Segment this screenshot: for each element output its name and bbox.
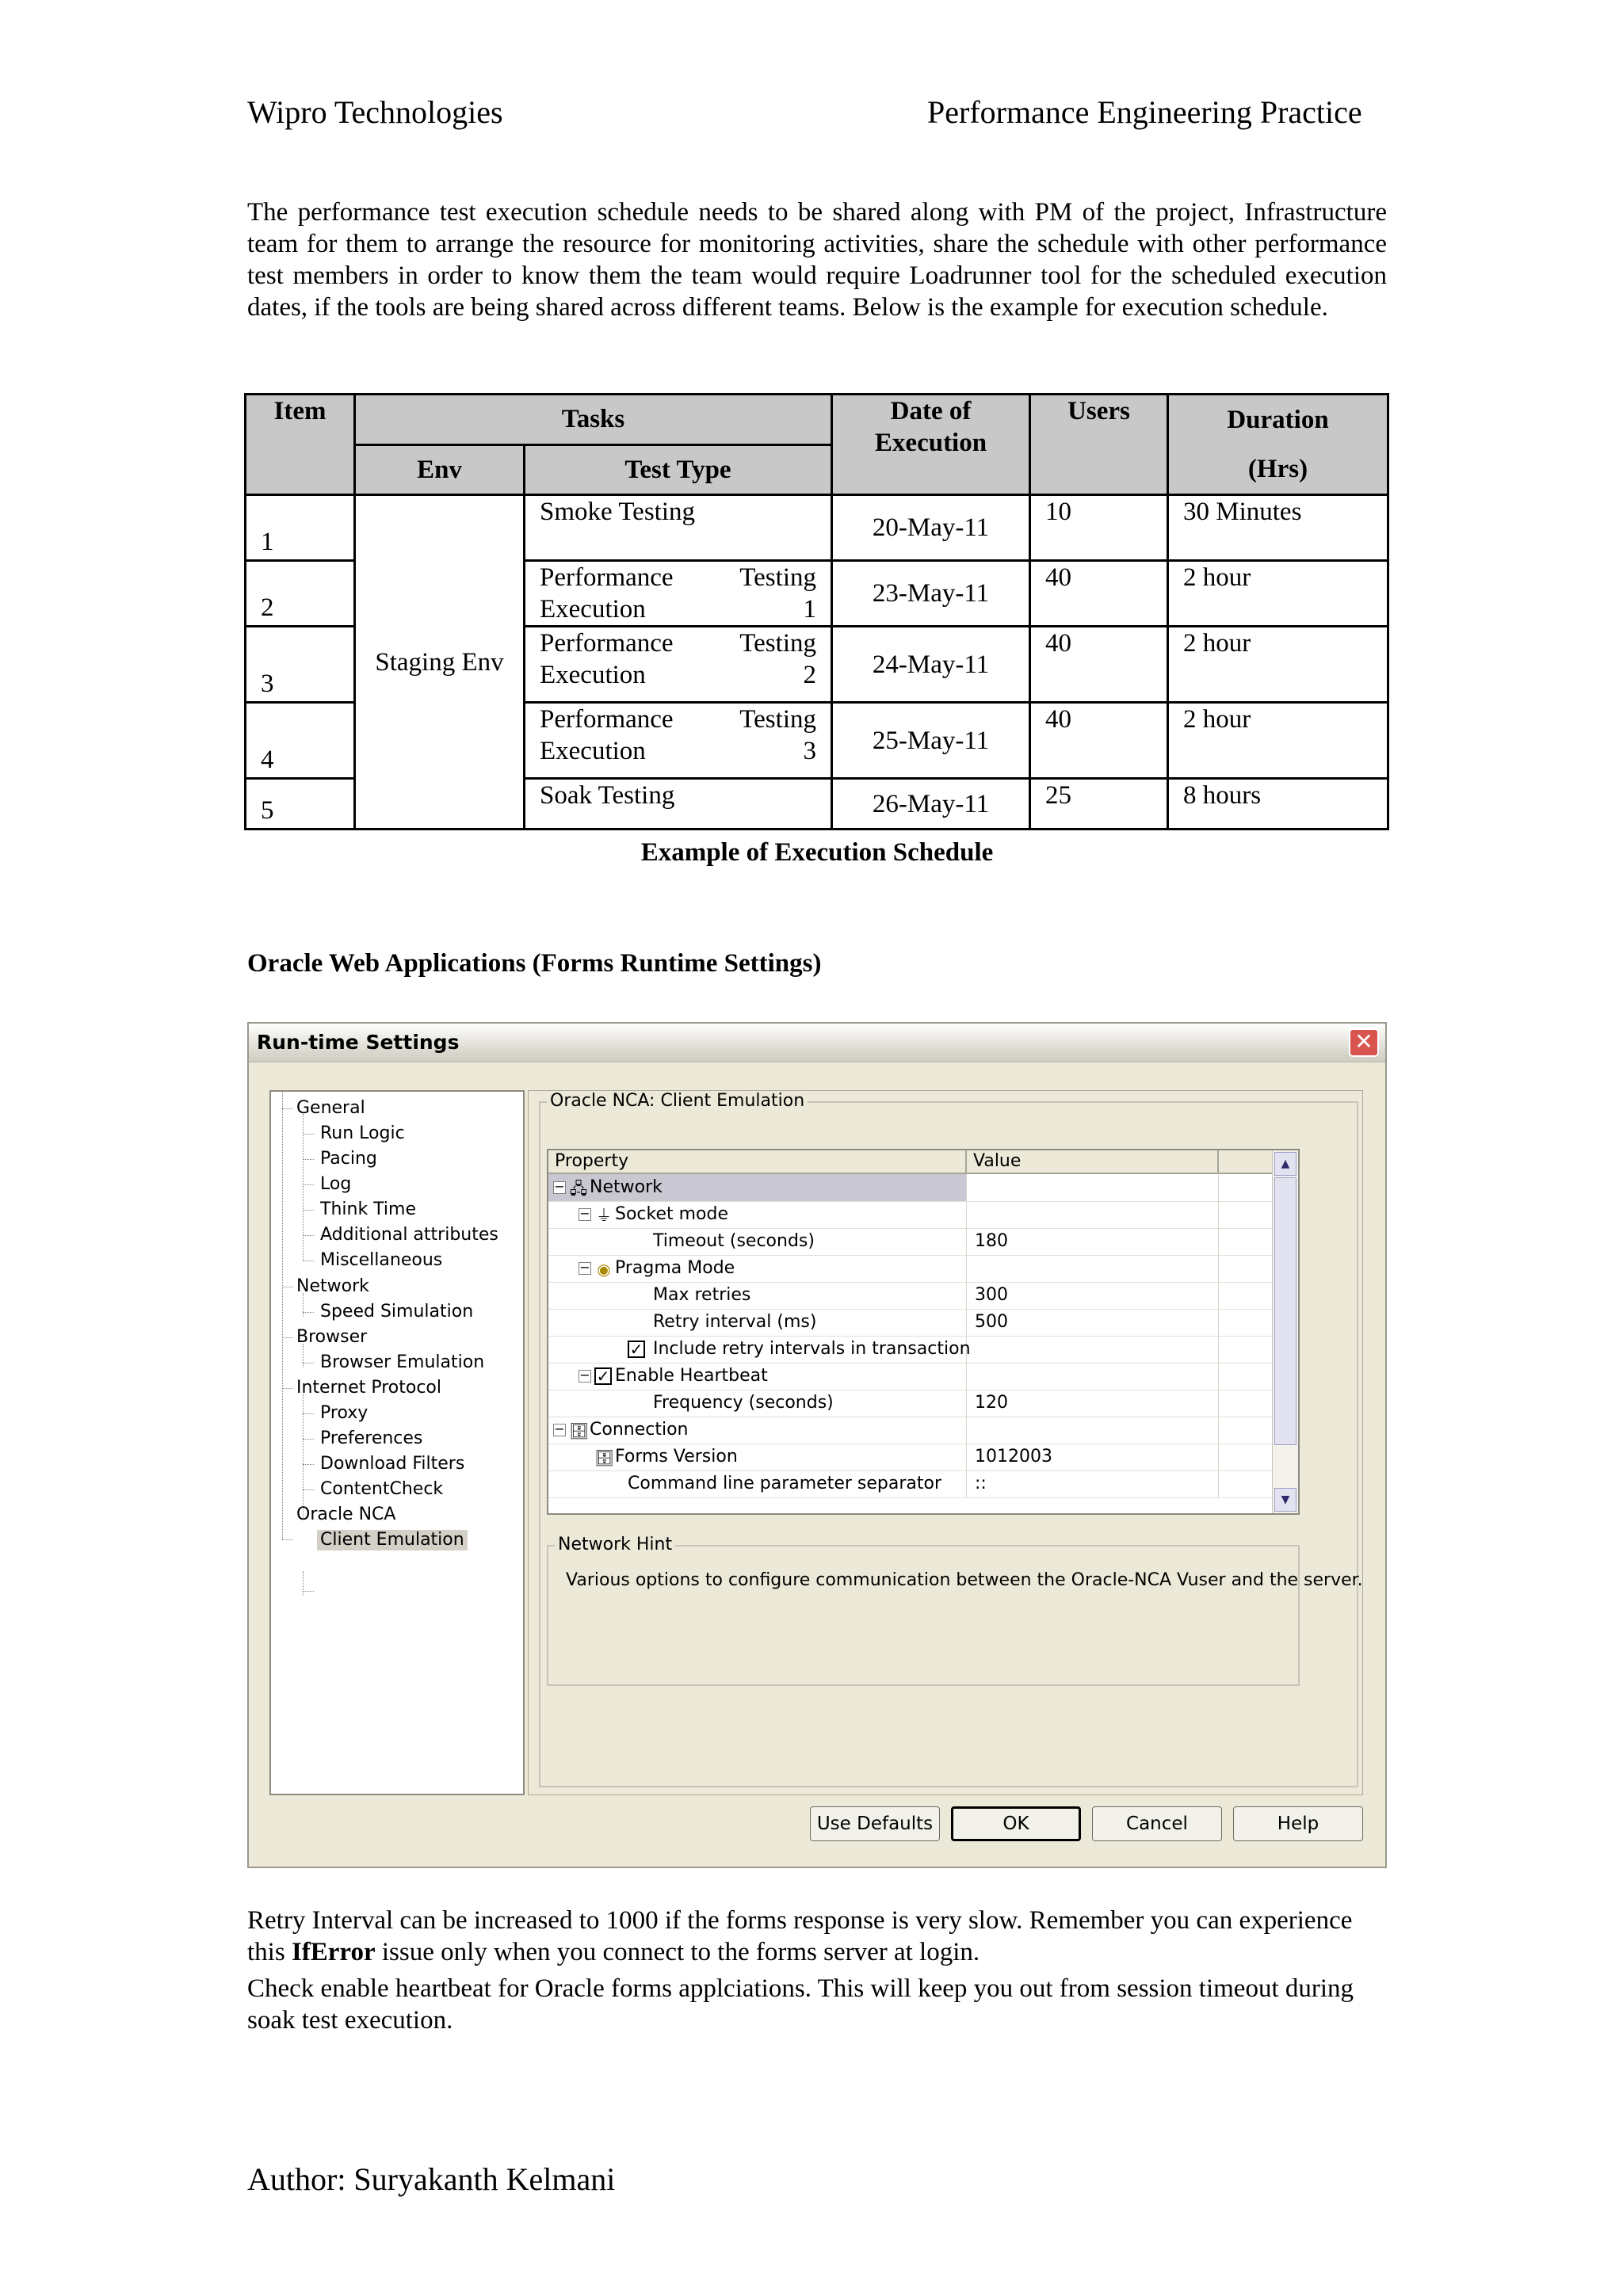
collapse-icon[interactable]: − [554, 1421, 565, 1436]
tree-item-general[interactable]: General [296, 1098, 365, 1118]
grid-cell-value[interactable] [967, 1201, 1219, 1228]
grid-cell-value[interactable] [967, 1417, 1219, 1444]
tree-line [303, 1134, 314, 1135]
grid-cell-property [548, 1470, 967, 1497]
cell-test-type: Smoke Testing [525, 495, 832, 561]
header-duration-label: Duration [1227, 406, 1329, 434]
grid-cell-property [548, 1336, 971, 1363]
cell-test-type: Soak Testing [525, 779, 832, 830]
grid-row-command-separator[interactable] [548, 1470, 1274, 1498]
cell-duration: 2 hour [1168, 703, 1388, 779]
header-env: Env [355, 444, 525, 495]
intro-paragraph: The performance test execution schedule needs to be shared along with PM of the project, Infrastructure team for them to arrange the resource for monitoring activities, share the schedule with other performance test members in order to know them the team would require Loadrunner tool for the scheduled execution dates, if the tools are being shared across different teams. Below is the example for execution schedule. [247, 198, 1387, 322]
section-title: Oracle Web Applications (Forms Runtime Settings) [247, 949, 822, 978]
network-icon: 🖧 [569, 1179, 588, 1198]
grid-cell-value[interactable] [967, 1336, 1219, 1363]
tree-line [303, 1184, 314, 1185]
cell-test-type: Performance Testing Execution 2 [525, 627, 832, 703]
cell-item: 1 [246, 495, 355, 561]
collapse-icon[interactable]: − [579, 1260, 590, 1275]
tree-line [303, 1159, 314, 1160]
collapse-icon[interactable]: − [554, 1179, 565, 1194]
cell-test-type: Performance Testing Execution 1 [525, 561, 832, 627]
tree-line [303, 1413, 314, 1414]
cell-item: 5 [246, 779, 355, 830]
plug-icon: ⏚ [596, 1206, 612, 1225]
ok-button[interactable]: OK [951, 1806, 1081, 1841]
grid-cell-value[interactable]: 300 [967, 1282, 1219, 1309]
retry-note-text: Retry Interval can be increased to 1000 if the forms response is very slow. Remember you can experience this [247, 1906, 1353, 1966]
cell-item: 2 [246, 561, 355, 627]
grid-cell-property [548, 1174, 967, 1201]
property-label: Timeout (seconds) [653, 1231, 815, 1251]
grid-row-network[interactable] [548, 1174, 1274, 1202]
tree-line [303, 1312, 314, 1313]
tree-line [303, 1235, 314, 1236]
checkbox-checked-icon[interactable]: ✓ [594, 1367, 612, 1385]
header-duration [1168, 395, 1388, 495]
tree-item-contentcheck[interactable]: ContentCheck [320, 1479, 444, 1499]
pragma-icon: ◉ [597, 1260, 611, 1279]
grid-row-max-retries[interactable] [548, 1282, 1274, 1310]
cell-date: 26-May-11 [832, 779, 1030, 830]
grid-cell-property [548, 1255, 967, 1282]
cell-date: 24-May-11 [832, 627, 1030, 703]
grid-cell-property [548, 1444, 967, 1470]
header-tasks: Tasks [355, 395, 832, 445]
tree-line [282, 1539, 293, 1540]
cell-users: 40 [1030, 561, 1168, 627]
property-label: Enable Heartbeat [615, 1366, 768, 1386]
tree-line [282, 1108, 293, 1109]
forms-icon: 🗄 [594, 1448, 615, 1467]
collapse-icon[interactable]: − [579, 1206, 590, 1221]
cell-users: 10 [1030, 495, 1168, 561]
grid-cell-property [548, 1363, 967, 1390]
connection-icon: 🗄 [569, 1421, 590, 1440]
scroll-up-icon[interactable]: ▲ [1274, 1152, 1296, 1176]
grid-row-forms-version[interactable] [548, 1444, 1274, 1471]
retry-note-tail: issue only when you connect to the forms server at login. [375, 1938, 980, 1966]
iferror-keyword: IfError [291, 1938, 376, 1966]
tree-item-run-logic[interactable]: Run Logic [320, 1123, 405, 1143]
header-company: Wipro Technologies [247, 94, 503, 130]
tree-line [303, 1210, 314, 1211]
property-label: Forms Version [615, 1447, 738, 1466]
header-item: Item [246, 395, 355, 495]
help-button[interactable]: Help [1233, 1806, 1363, 1841]
header-users: Users [1030, 395, 1168, 495]
grid-cell-value[interactable] [967, 1174, 1219, 1201]
grid-cell-property [548, 1390, 967, 1417]
property-label: Retry interval (ms) [653, 1312, 817, 1332]
grid-row-connection[interactable] [548, 1417, 1274, 1444]
property-label: Max retries [653, 1285, 751, 1305]
cell-date: 23-May-11 [832, 561, 1030, 627]
cell-test-type: Performance Testing Execution 3 [525, 703, 832, 779]
tree-item-client-emulation[interactable]: Client Emulation [317, 1530, 468, 1550]
grid-cell-value[interactable]: 180 [967, 1228, 1219, 1255]
cell-duration: 30 Minutes [1168, 495, 1388, 561]
collapse-icon[interactable]: − [579, 1367, 590, 1383]
tree-item-log[interactable]: Log [320, 1174, 352, 1194]
grid-cell-value[interactable]: :: [967, 1470, 1219, 1497]
group-title: Oracle NCA: Client Emulation [547, 1091, 808, 1111]
cell-item: 3 [246, 627, 355, 703]
tree-item-additional-attributes[interactable]: Additional attributes [320, 1225, 498, 1245]
tree-item-speed-simulation[interactable]: Speed Simulation [320, 1302, 474, 1322]
tree-line [303, 1591, 314, 1592]
property-label: Command line parameter separator [628, 1474, 941, 1493]
grid-cell-value[interactable]: 500 [967, 1309, 1219, 1336]
grid-row-frequency[interactable] [548, 1390, 1274, 1417]
cancel-button[interactable]: Cancel [1092, 1806, 1222, 1841]
tree-line [303, 1464, 314, 1465]
cell-users: 40 [1030, 703, 1168, 779]
tree-item-oracle-nca[interactable]: Oracle NCA [296, 1505, 396, 1524]
grid-cell-property [548, 1417, 967, 1444]
property-label: Connection [590, 1420, 689, 1440]
grid-header-blank [1219, 1150, 1274, 1174]
checkbox-checked-icon[interactable]: ✓ [628, 1341, 645, 1358]
tree-item-think-time[interactable]: Think Time [320, 1199, 417, 1219]
hint-text: Various options to configure communication between the Oracle-NCA Vuser and the server. [566, 1570, 1363, 1590]
grid-row-pragma-mode[interactable] [548, 1255, 1274, 1283]
scroll-down-icon[interactable]: ▼ [1274, 1488, 1296, 1512]
tree-line [282, 1337, 293, 1338]
settings-tree[interactable] [269, 1090, 525, 1795]
grid-cell-value[interactable] [967, 1255, 1219, 1282]
cell-duration: 2 hour [1168, 561, 1388, 627]
grid-header-property[interactable]: Property [548, 1150, 967, 1174]
tree-item-proxy[interactable]: Proxy [320, 1403, 369, 1423]
grid-row-socket-mode[interactable] [548, 1201, 1274, 1229]
grid-cell-property [548, 1282, 967, 1309]
tree-item-browser[interactable]: Browser [296, 1327, 368, 1347]
header-test-type: Test Type [525, 444, 832, 495]
cell-users: 40 [1030, 627, 1168, 703]
table-row [246, 495, 1388, 561]
grid-cell-property [548, 1201, 967, 1228]
grid-cell-property [548, 1309, 967, 1336]
cell-duration: 2 hour [1168, 627, 1388, 703]
author-footer: Author: Suryakanth Kelmani [247, 2161, 616, 2197]
grid-header-value[interactable]: Value [967, 1150, 1219, 1174]
header-date: Date of Execution [832, 395, 1030, 495]
grid-cell-value[interactable]: 1012003 [967, 1444, 1219, 1470]
tree-item-preferences[interactable]: Preferences [320, 1428, 423, 1448]
tree-line [282, 1388, 293, 1389]
tree-line [303, 1439, 314, 1440]
grid-row-include-retry[interactable] [548, 1336, 1274, 1363]
property-grid[interactable] [547, 1149, 1300, 1515]
header-duration-unit: (Hrs) [1247, 455, 1308, 483]
hint-title: Network Hint [555, 1535, 675, 1554]
table-caption: Example of Execution Schedule [640, 838, 994, 867]
hint-group [547, 1535, 1363, 1686]
grid-cell-property [548, 1228, 967, 1255]
header-practice: Performance Engineering Practice [927, 94, 1362, 130]
dialog-title-bar [249, 1024, 1385, 1062]
grid-cell-value[interactable] [967, 1363, 1219, 1390]
scroll-thumb[interactable] [1274, 1177, 1296, 1445]
use-defaults-button[interactable]: Use Defaults [810, 1806, 940, 1841]
property-label: Include retry intervals in transaction [653, 1339, 971, 1359]
heartbeat-note: Check enable heartbeat for Oracle forms applciations. This will keep you out from session timeout during soak test execution. [247, 1974, 1354, 2035]
property-label: Pragma Mode [615, 1258, 735, 1278]
tree-item-browser-emulation[interactable]: Browser Emulation [320, 1352, 485, 1372]
tree-item-download-filters[interactable]: Download Filters [320, 1454, 465, 1474]
close-icon[interactable]: ✕ [1349, 1028, 1379, 1057]
cell-env: Staging Env [355, 495, 525, 830]
grid-cell-value[interactable]: 120 [967, 1390, 1219, 1417]
tree-line [282, 1092, 283, 1539]
grid-scrollbar[interactable] [1272, 1150, 1298, 1513]
tree-item-miscellaneous[interactable]: Miscellaneous [320, 1250, 443, 1270]
cell-date: 25-May-11 [832, 703, 1030, 779]
tree-line [303, 1489, 314, 1490]
retry-note [247, 1905, 1387, 1968]
tree-item-network[interactable]: Network [296, 1276, 369, 1296]
property-label: Socket mode [615, 1204, 729, 1224]
dialog-title: Run-time Settings [257, 1031, 460, 1054]
tree-line [303, 1114, 304, 1261]
grid-row-retry-interval[interactable] [548, 1309, 1274, 1337]
cell-item: 4 [246, 703, 355, 779]
grid-row-timeout[interactable] [548, 1228, 1274, 1256]
property-label: Frequency (seconds) [653, 1393, 834, 1413]
execution-schedule-table [244, 393, 1389, 830]
cell-duration: 8 hours [1168, 779, 1388, 830]
tree-item-pacing[interactable]: Pacing [320, 1149, 377, 1169]
cell-date: 20-May-11 [832, 495, 1030, 561]
property-label: Network [590, 1177, 663, 1197]
runtime-settings-dialog [247, 1022, 1387, 1868]
cell-users: 25 [1030, 779, 1168, 830]
tree-item-internet-protocol[interactable]: Internet Protocol [296, 1378, 442, 1398]
grid-row-enable-heartbeat[interactable] [548, 1363, 1274, 1390]
